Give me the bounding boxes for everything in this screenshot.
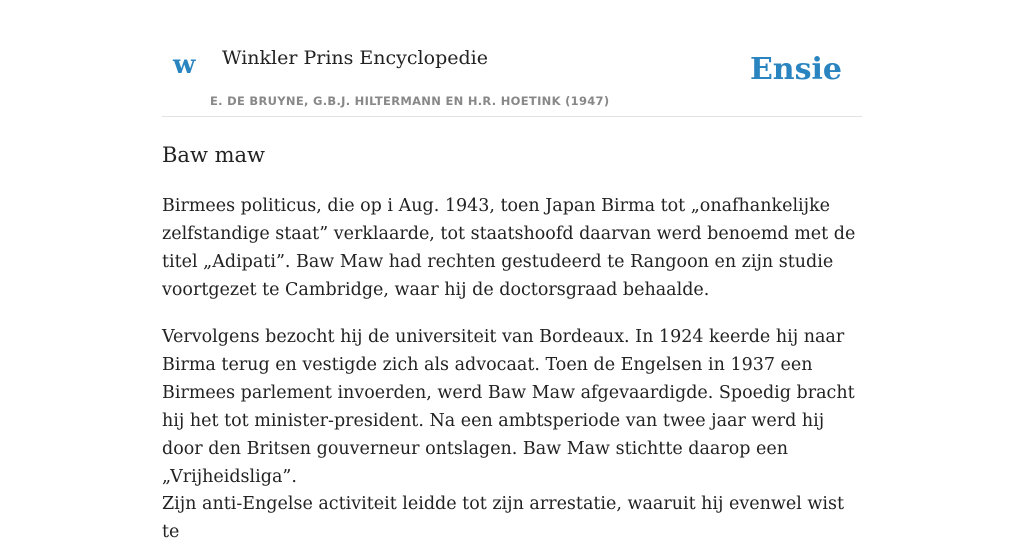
- article-title: Baw maw: [162, 143, 266, 167]
- article-paragraph: Zijn anti-Engelse activiteit leidde tot zijn arrestatie, waaruit hij evenwel wist te: [162, 494, 844, 542]
- site-header: [162, 0, 862, 117]
- ensie-brand-logo[interactable]: Ensie: [749, 52, 842, 87]
- encyclopedia-logo-icon[interactable]: w: [173, 50, 196, 80]
- encyclopedia-authors: E. DE BRUYNE, G.B.J. HILTERMANN EN H.R. HOETINK (1947): [210, 94, 610, 108]
- article-paragraph: Vervolgens bezocht hij de universiteit van Bordeaux. In 1924 keerde hij naar Birma terug en vestigde zich als advocaat. Toen de Engelsen in 1937 een Birmees parlement invoerden, werd Baw Maw afgevaardigde. Spoedig bracht hij het tot minister-president. Na een ambtsperiode van twee jaar werd hij door den Britsen gouverneur ontslagen. Baw Maw stichtte daarop een „Vrijheidsliga”.: [162, 327, 855, 487]
- encyclopedia-title-link[interactable]: Winkler Prins Encyclopedie: [222, 47, 488, 69]
- article-paragraph: Birmees politicus, die op i Aug. 1943, toen Japan Birma tot „onafhankelijke zelfstandige staat” verklaarde, tot staatshoofd daarvan werd benoemd met de titel „Adipati”. Baw Maw had rechten gestudeerd te Rangoon en zijn studie voortgezet te Cambridge, waar hij de doctorsgraad behaalde.: [162, 196, 856, 300]
